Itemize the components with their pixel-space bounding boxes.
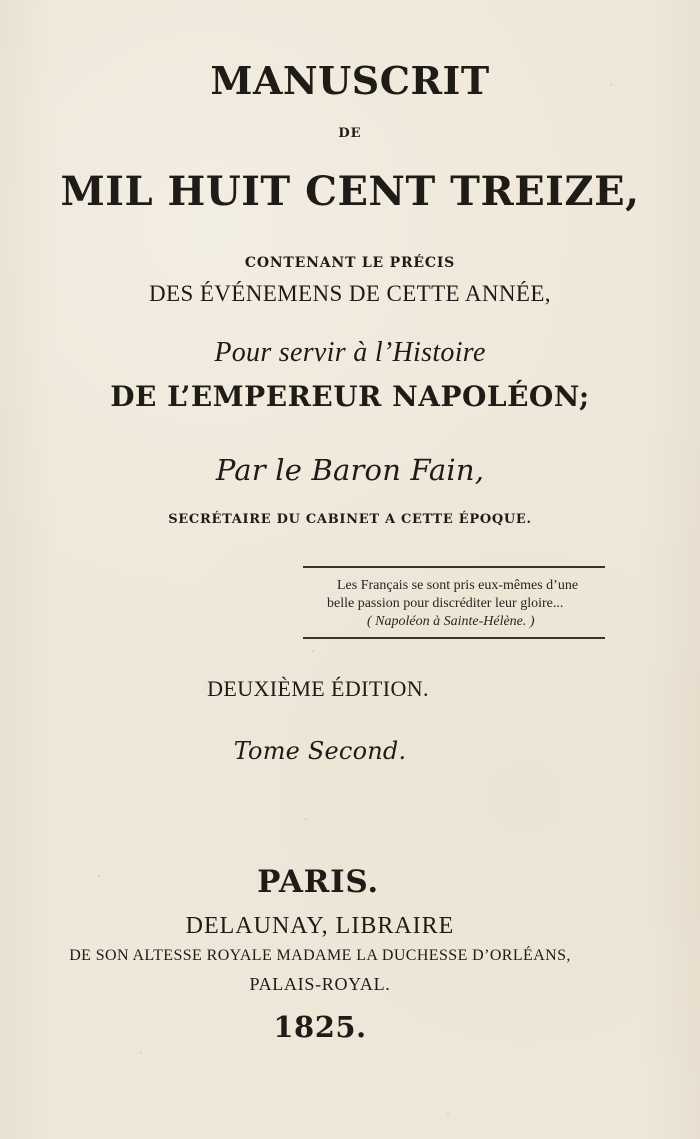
subject-line: DE L’EMPEREUR NAPOLÉON;	[110, 380, 590, 413]
title-line-de: DE	[338, 126, 362, 141]
edition-line: DEUXIÈME ÉDITION.	[207, 676, 429, 701]
quotation-line-1: Les Français se sont pris eux-mêmes d’une	[337, 578, 579, 593]
title-line-year: MIL HUIT CENT TREIZE,	[60, 168, 640, 215]
quotation-line-2: belle passion pour discréditer leur gloire...	[327, 596, 564, 611]
paper-speck	[98, 875, 100, 877]
paper-speck	[305, 818, 307, 820]
author-role-line: SECRÉTAIRE DU CABINET A CETTE ÉPOQUE.	[168, 512, 532, 527]
quotation-box	[303, 566, 605, 639]
publisher-line: DELAUNAY, LIBRAIRE	[185, 913, 455, 939]
paper-speck	[447, 1113, 449, 1115]
city-line: PARIS.	[257, 864, 379, 900]
title-line-main: MANUSCRIT	[210, 58, 490, 103]
volume-line: Tome Second.	[233, 737, 407, 765]
author-line: Par le Baron Fain,	[215, 453, 485, 487]
publisher-detail-line-1: DE SON ALTESSE ROYALE MADAME LA DUCHESSE D’ORLÉANS,	[69, 947, 571, 964]
purpose-line: Pour servir à l’Histoire	[214, 337, 486, 368]
paper-speck	[140, 1052, 142, 1054]
subtitle-line-1: CONTENANT LE PRÉCIS	[244, 255, 456, 271]
paper-speck	[610, 84, 612, 86]
quotation-attribution: ( Napoléon à Sainte-Hélène. )	[367, 614, 535, 629]
subtitle-line-2: DES ÉVÉNEMENS DE CETTE ANNÉE,	[149, 281, 551, 306]
publication-year: 1825.	[273, 1010, 367, 1044]
paper-speck	[312, 650, 314, 652]
publisher-detail-line-2: PALAIS-ROYAL.	[249, 974, 391, 994]
